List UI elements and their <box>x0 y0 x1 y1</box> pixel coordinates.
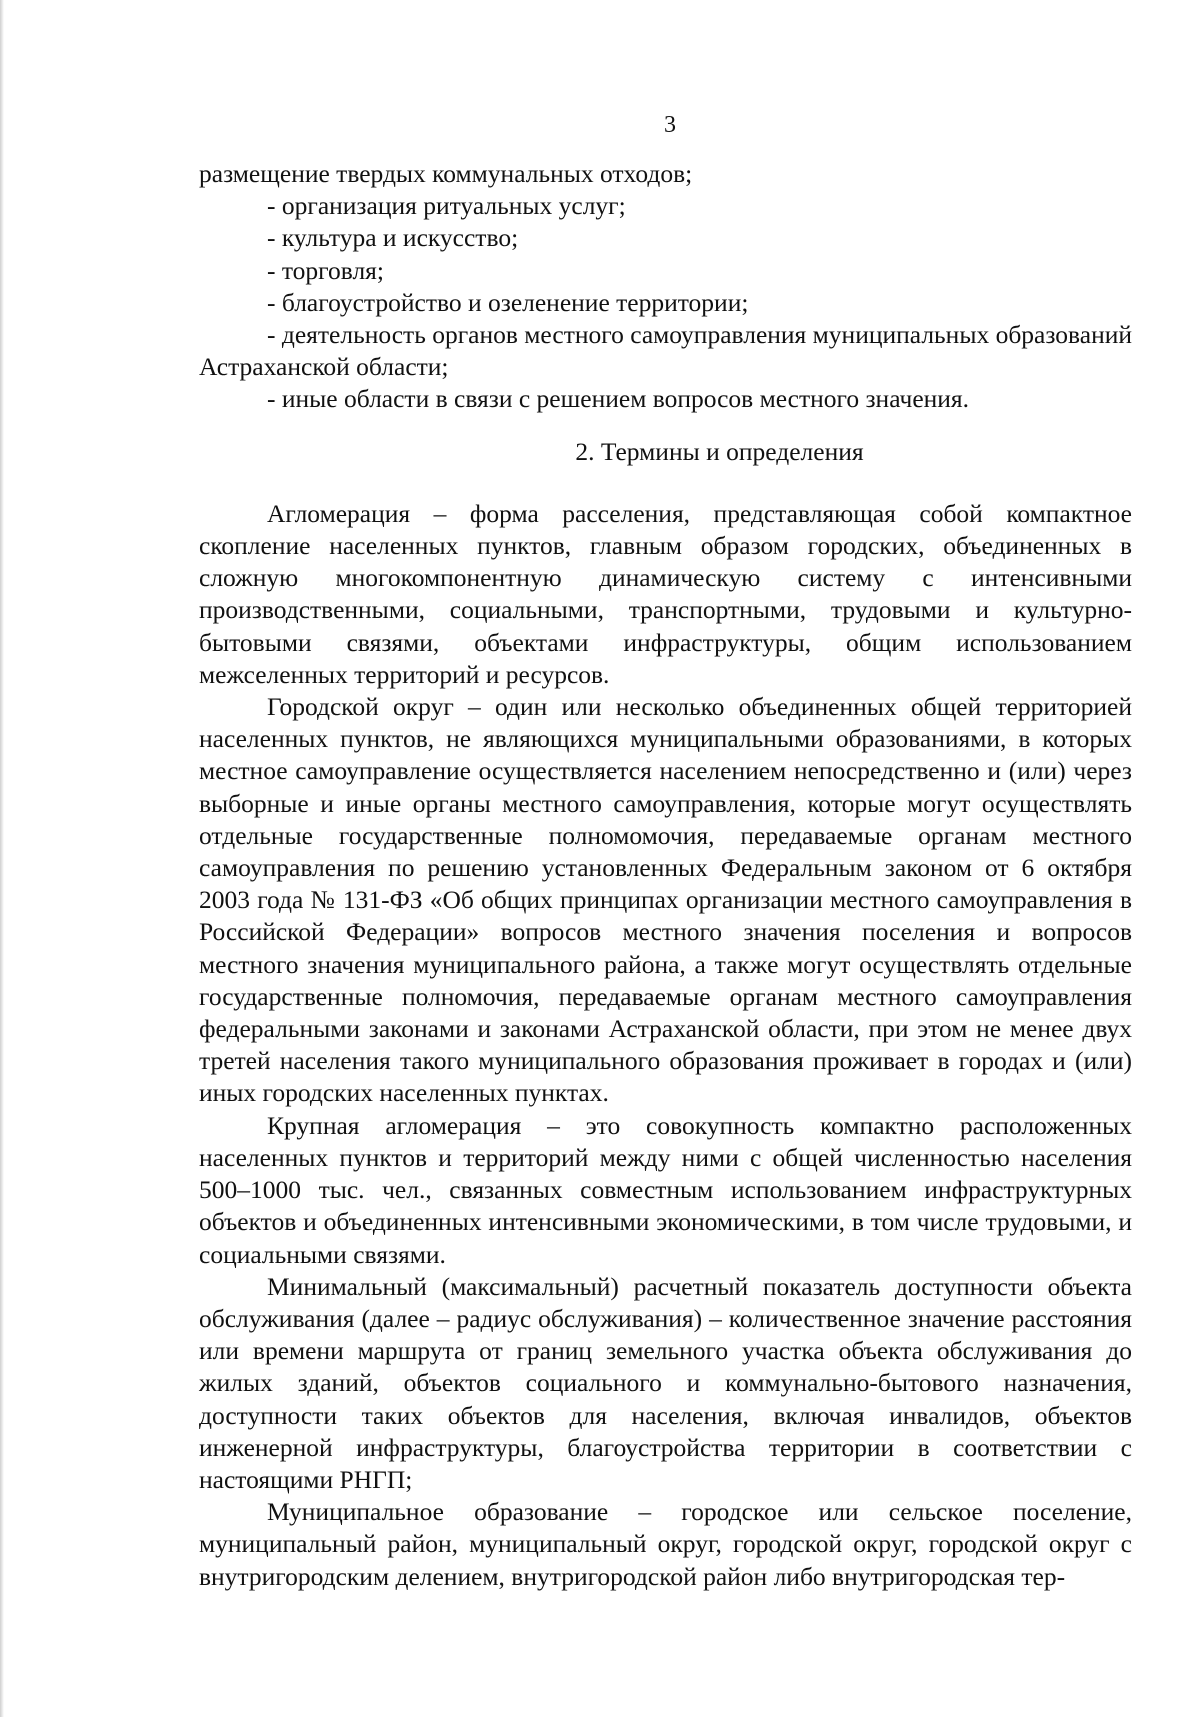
list-item: - деятельность органов местного самоуправления муниципальных образований Астраханской области; <box>199 320 1133 382</box>
definition-municipality: Муниципальное образование – городское или сельское поселение, муниципальный район, муниципальный округ, городской округ, городской округ с внутригородским делением, внутригородской район либо внутригородская тер- <box>199 1497 1132 1591</box>
section-heading: 2. Термины и определения <box>575 436 864 466</box>
definition-large-agglomeration: Крупная агломерация – это совокупность компактно расположенных населенных пунктов и территорий между ними с общей численностью населения 500–1000 тыс. чел., связанных совместным использованием инфраструктурных объектов и объединенных интенсивными экономическими, в том числе трудовыми, и социальными связями. <box>199 1110 1132 1269</box>
definition-agglomeration: Агломерация – форма расселения, представляющая собой компактное скопление населенных пунктов, главным образом городских, объединенных в сложную многокомпонентную динамическую систему с интенсивными производственными, социальными, транспортными, трудовыми и культурно-бытовыми связями, объектами инфраструктуры, общим использованием межселенных территорий и ресурсов. <box>199 498 1132 689</box>
definition-service-radius: Минимальный (максимальный) расчетный показатель доступности объекта обслуживания (далее – радиус обслуживания) – количественное значение расстояния или времени маршрута от границ земельного участка объекта обслуживания до жилых зданий, объектов социального и коммунально-бытового назначения, доступности таких объектов для населения, включая инвалидов, объектов инженерной инфраструктуры, благоустройства территории в соответствии с настоящими РНГП; <box>199 1271 1132 1494</box>
intro-line: размещение твердых коммунальных отходов; <box>199 159 693 188</box>
list-item: - благоустройство и озеленение территории; <box>267 287 749 317</box>
scan-edge <box>0 0 4 1717</box>
page-number: 3 <box>664 112 676 138</box>
list-item: - культура и искусство; <box>267 223 519 253</box>
list-item: - торговля; <box>267 255 384 285</box>
definition-urban-district: Городской округ – один или несколько объединенных общей территорией населенных пунктов, не являющихся муниципальными образованиями, в которых местное самоуправление осуществляется населением непосредственно и (или) через выборные и иные органы местного самоуправления, которые могут осуществлять отдельные государственные полномомочия, передаваемые органам местного самоуправления по решению установленных Федеральным законом от 6 октября 2003 года № 131-ФЗ «Об общих принципах организации местного самоуправления в Российской Федерации» вопросов местного значения поселения и вопросов местного значения муниципального района, а также могут осуществлять отдельные государственные полномочия, передаваемые органам местного самоуправления федеральными законами и законами Астраханской области, при этом не менее двух третей населения такого муниципального образования проживает в городах и (или) иных городских населенных пунктах. <box>199 692 1132 1108</box>
list-item: - иные области в связи с решением вопросов местного значения. <box>267 384 970 414</box>
list-item: - организация ритуальных услуг; <box>267 191 626 221</box>
document-body <box>199 158 1132 1593</box>
